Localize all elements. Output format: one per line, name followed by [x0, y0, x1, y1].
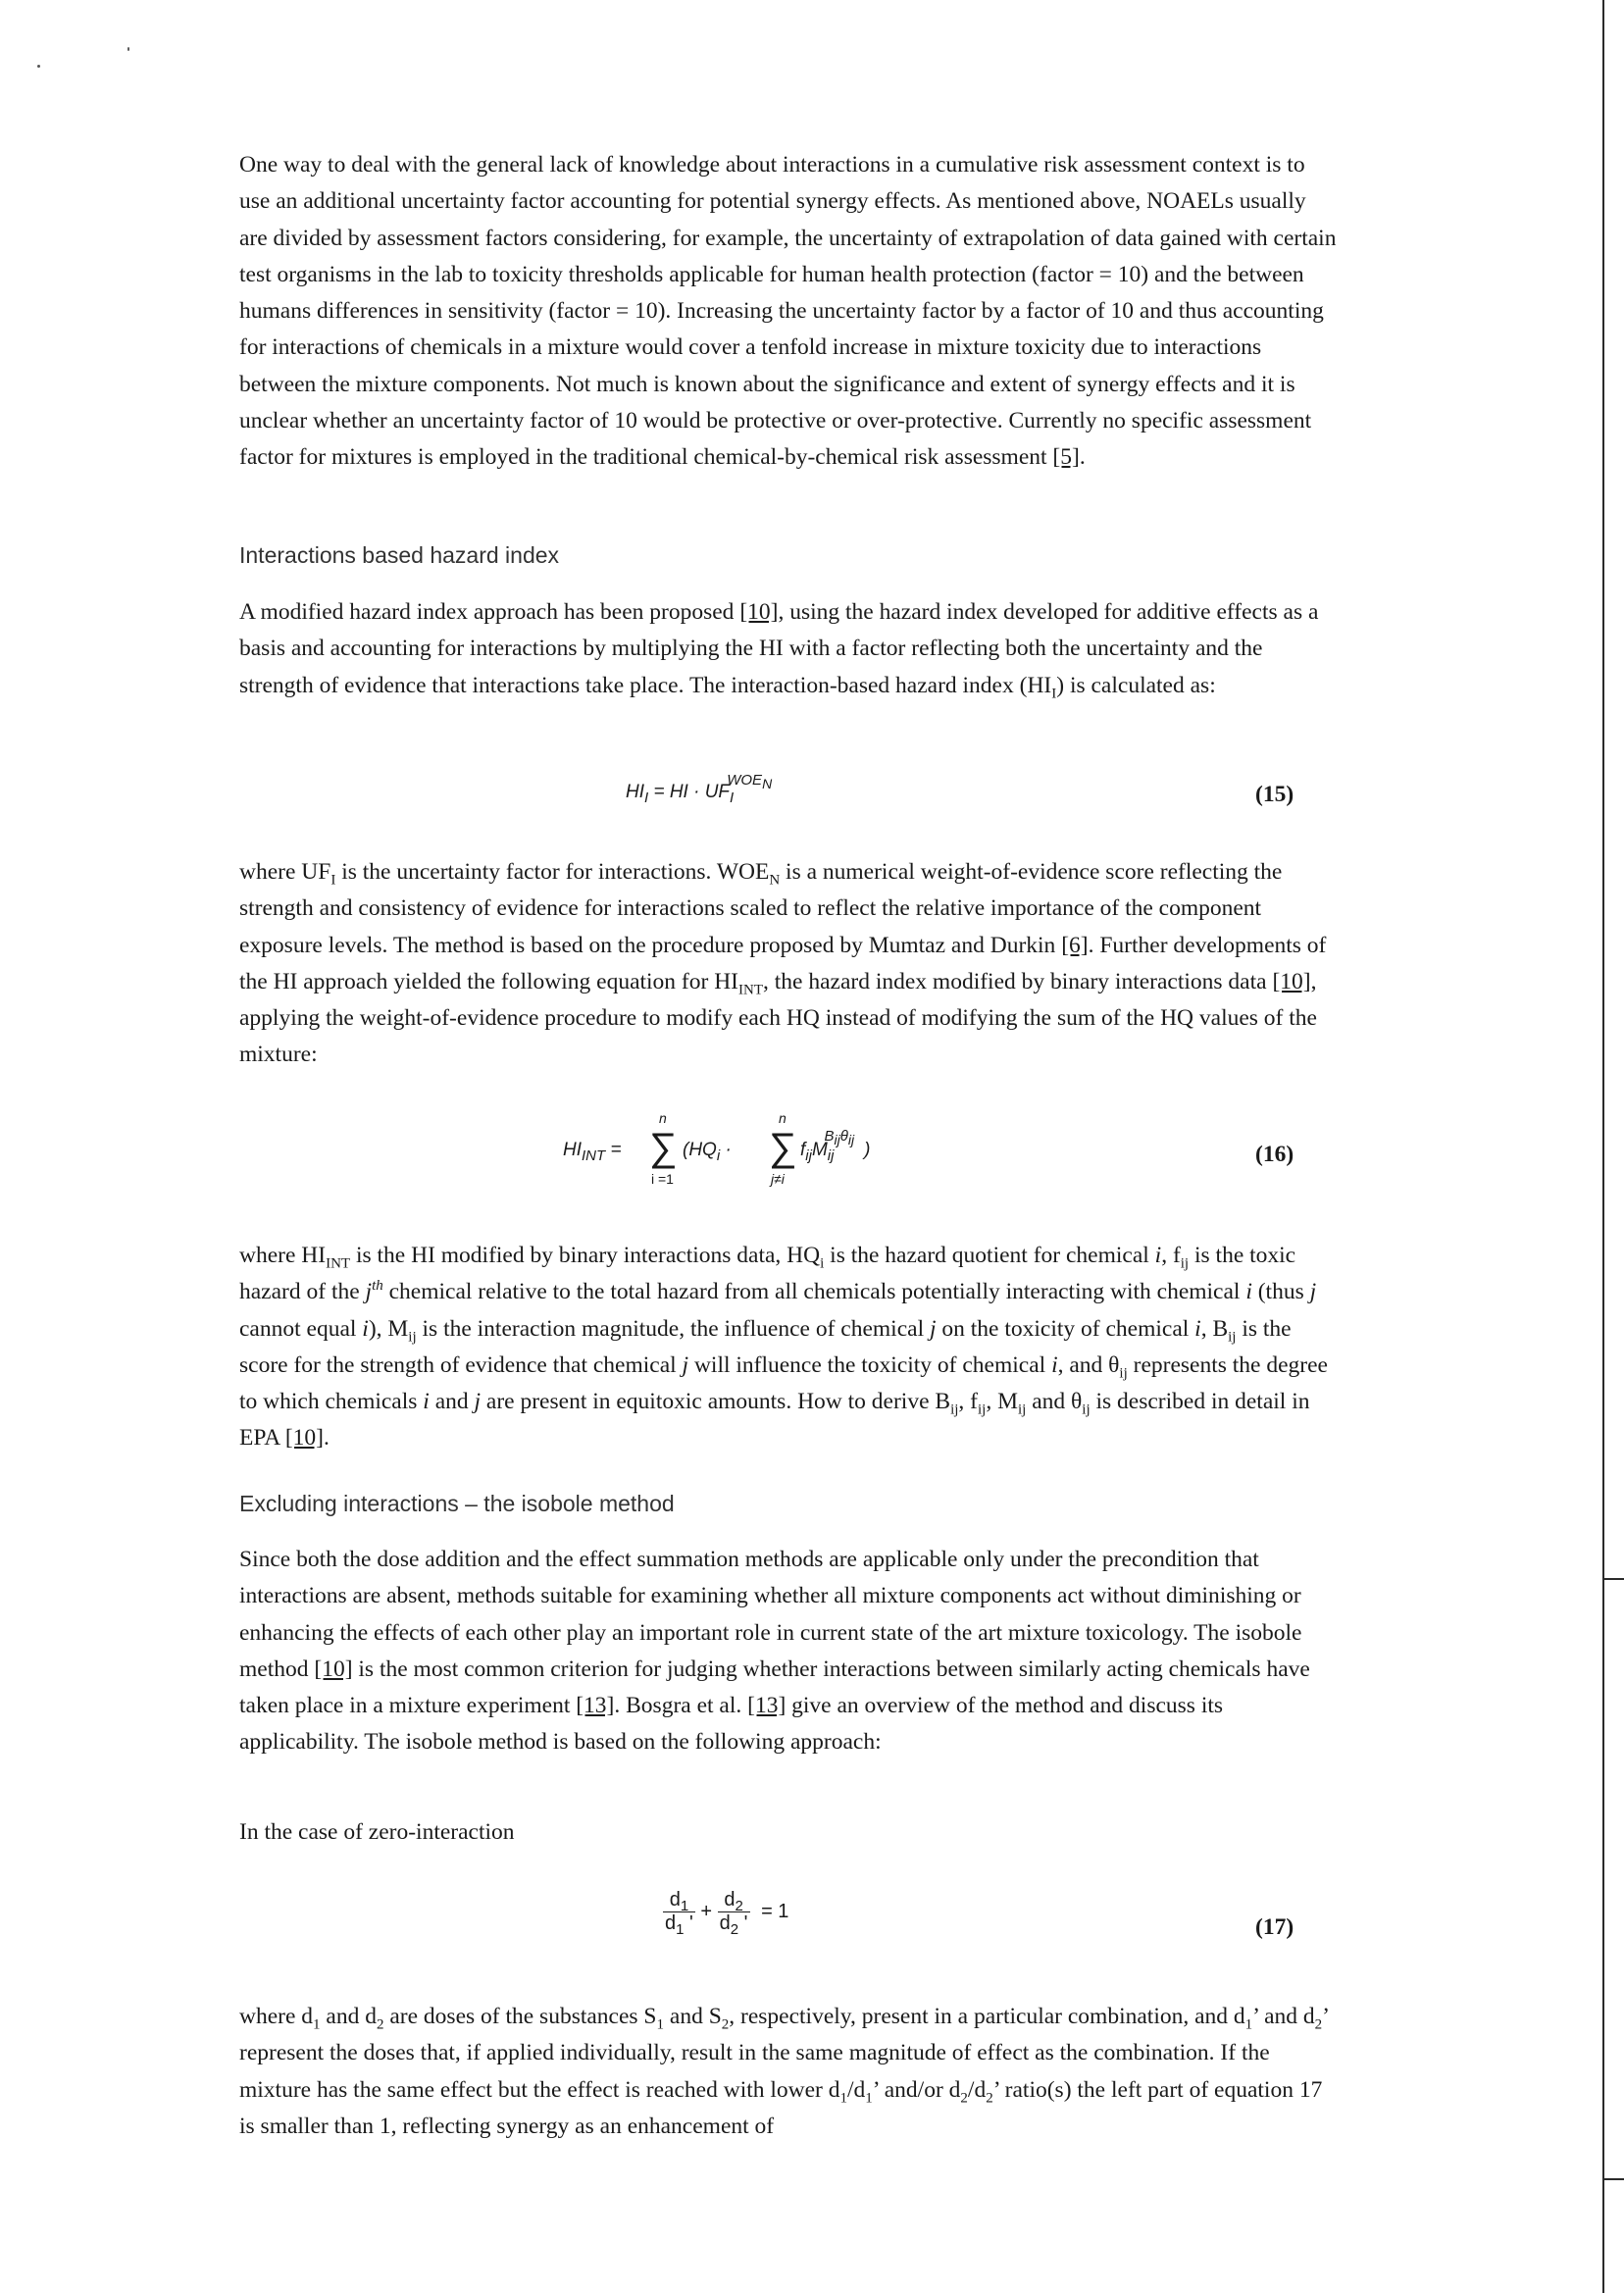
- eq-middle: [683, 1140, 737, 1164]
- paragraph-text: ’ represent the doses that, if applied individually, result in the same magnitude of effect as the combination. If the mixture has the same effect but the effect is reached with lower d: [239, 2004, 1329, 2103]
- equation-15: [626, 771, 779, 806]
- page-edge-tick: [1604, 1578, 1624, 1580]
- eq-subscript: ij: [834, 1131, 840, 1147]
- subscript: ij: [1018, 1401, 1027, 1418]
- eq-superscript: [727, 772, 772, 789]
- page-edge-rule: [1602, 0, 1604, 2293]
- paragraph-text: is the hazard quotient for chemical: [824, 1243, 1155, 1268]
- paragraph-uncertainty-factor: [239, 147, 1338, 477]
- eq-term: f: [800, 1140, 806, 1160]
- equation-number-16: (16): [1255, 1142, 1294, 1167]
- equation-17: [663, 1889, 789, 1938]
- paragraph-text: is a numerical weight-of-evidence score reflecting the strength and consistency of evidence for interactions scaled to reflect the relative importance of the component exposure levels. The method is based on the procedure proposed by Mumtaz and Durkin: [239, 859, 1283, 958]
- paragraph-text: ’ and/or d: [872, 2076, 961, 2103]
- paragraph-dose-definitions: [239, 1999, 1338, 2145]
- italic-var: j: [682, 1351, 689, 1378]
- paragraph-text: is described in detail in EPA: [239, 1389, 1310, 1452]
- subscript: 1: [865, 2090, 873, 2107]
- citation-link[interactable]: [10]: [284, 1425, 324, 1452]
- eq-subscript: I: [730, 789, 735, 806]
- eq-operator: =: [648, 782, 670, 802]
- paragraph-modified-hazard-index: [239, 594, 1338, 704]
- paragraph-text: .: [1079, 444, 1086, 471]
- subscript: ij: [1228, 1329, 1237, 1346]
- italic-var: j: [929, 1315, 937, 1342]
- superscript: th: [372, 1278, 383, 1295]
- subscript: 1: [656, 2016, 665, 2033]
- citation-link[interactable]: [6]: [1061, 932, 1089, 958]
- sum-limit-bottom: j≠i: [771, 1171, 785, 1187]
- subscript: INT: [738, 982, 764, 998]
- paragraph-text: where d: [239, 2004, 314, 2029]
- equation-number-17: (17): [1255, 1914, 1294, 1940]
- paragraph-text: , f: [958, 1389, 978, 1415]
- subscript: INT: [326, 1255, 351, 1272]
- sigma-symbol: ∑: [769, 1126, 797, 1169]
- fraction-denominator: [663, 1912, 695, 1938]
- citation-link[interactable]: [13]: [576, 1693, 615, 1719]
- subscript: ij: [408, 1329, 417, 1346]
- eq-operator: = 1: [761, 1901, 789, 1922]
- eq-subscript: I: [644, 789, 649, 806]
- subscript: ij: [1119, 1365, 1128, 1382]
- fraction-numerator: [718, 1889, 750, 1912]
- paragraph-text: is the most common criterion for judging whether interactions between similarly acting chemicals have taken place in a mixture experiment: [239, 1656, 1310, 1719]
- paragraph-text: One way to deal with the general lack of knowledge about interactions in a cumulative risk assessment context is to use an additional uncertainty factor accounting for potential synergy effects. As mentioned above, NOAELs usually are divided by assessment factors considering, for example, the uncertainty of extrapolation of data gained with certain test organisms in the lab to toxicity thresholds applicable for human health protection (factor = 10) and the between humans differences in sensitivity (factor = 10). Increasing the uncertainty factor by a factor of 10 and thus accounting for interactions of chemicals in a mixture would cover a tenfold increase in mixture toxicity due to interactions between the mixture components. Not much is known about the significance and extent of synergy effects and it is unclear whether an uncertainty factor of 10 would be protective or over-protective. Currently no specific assessment factor for mixtures is employed in the traditional chemical-by-chemical risk assessment: [239, 152, 1337, 471]
- paragraph-isobole-intro: [239, 1542, 1338, 1761]
- eq-term: M: [811, 1140, 828, 1160]
- eq-term: ': [738, 1912, 748, 1934]
- subscript: ij: [950, 1401, 959, 1418]
- paragraph-text: is the interaction magnitude, the influence of chemical: [416, 1315, 930, 1342]
- paragraph-text: are doses of the substances S: [383, 2004, 657, 2029]
- paragraph-text: .: [323, 1425, 330, 1452]
- paragraph-text: is the score for the strength of evidence that chemical: [239, 1315, 1292, 1378]
- eq-subscript: ij: [805, 1146, 812, 1164]
- paragraph-text: ) is calculated as:: [1056, 672, 1216, 698]
- paragraph-text: is the uncertainty factor for interactions. WOE: [335, 859, 770, 885]
- eq-subscript: 2: [730, 1921, 739, 1938]
- paragraph-text: Since both the dose addition and the effect summation methods are applicable only under the precondition that interactions are absent, methods suitable for examining whether all mixture components act without diminishing or enhancing the effects of each other play an important role in current state of the art mixture toxicology. The isobole method: [239, 1547, 1302, 1682]
- paragraph-text: ’ ratio(s) the left part of equation 17 is smaller than 1, reflecting synergy as an enhancement of: [239, 2076, 1323, 2139]
- citation-link[interactable]: [10]: [314, 1656, 353, 1682]
- paragraph-text: , the hazard index modified by binary interactions data: [763, 968, 1267, 994]
- eq-subscript: INT: [582, 1146, 606, 1164]
- paragraph-zero-interaction: In the case of zero-interaction: [239, 1819, 515, 1845]
- paragraph-text: cannot equal: [239, 1315, 363, 1342]
- paragraph-text: . Bosgra et al.: [614, 1693, 742, 1719]
- subscript: I: [1051, 686, 1057, 702]
- subscript: ij: [1180, 1255, 1190, 1272]
- italic-var: j: [1309, 1279, 1317, 1305]
- italic-var: j: [474, 1389, 482, 1415]
- scan-speck: [37, 65, 40, 68]
- paragraph-uf-woe: [239, 854, 1338, 1074]
- eq-superscript: [824, 1128, 854, 1145]
- eq-lhs: [563, 1140, 627, 1164]
- section-heading-interactions-hazard-index: Interactions based hazard index: [239, 542, 560, 568]
- paragraph-text: A modified hazard index approach has been proposed: [239, 599, 735, 625]
- eq-term: d: [669, 1889, 681, 1911]
- eq-superscript-text: WOE: [727, 771, 763, 789]
- subscript: 2: [1314, 2016, 1323, 2033]
- italic-var: i: [362, 1315, 369, 1342]
- paragraph-text: and S: [664, 2004, 722, 2029]
- subscript: N: [769, 872, 781, 889]
- paragraph-text: will influence the toxicity of chemical: [688, 1351, 1052, 1378]
- paragraph-text: /d: [847, 2076, 866, 2103]
- sigma-symbol: ∑: [649, 1126, 678, 1169]
- subscript: ij: [978, 1401, 987, 1418]
- eq-operator: =: [605, 1140, 627, 1160]
- citation-link[interactable]: [13]: [747, 1693, 787, 1719]
- subscript: 2: [376, 2016, 384, 2033]
- subscript: 1: [1244, 2016, 1253, 2033]
- paragraph-text: and: [429, 1389, 475, 1415]
- paragraph-text: (thus: [1251, 1279, 1310, 1305]
- eq-term: d: [719, 1912, 731, 1934]
- eq-term: ': [684, 1912, 693, 1934]
- subscript: ij: [1082, 1401, 1091, 1418]
- paragraph-hi-int-definitions: [239, 1238, 1338, 1457]
- citation-link[interactable]: [10]: [1272, 968, 1311, 994]
- paragraph-text: , using the hazard index developed for additive effects as a basis and accounting for interactions by multiplying the HI with a factor reflecting both the uncertainty and the strength of evidence that interactions take place. The interaction-based hazard index (HI: [239, 599, 1319, 698]
- paragraph-text: , M: [986, 1389, 1018, 1415]
- eq-term: d: [724, 1889, 736, 1911]
- paragraph-text: . Further developments of the HI approach yielded the following equation for HI: [239, 932, 1327, 994]
- paragraph-text: chemical relative to the total hazard from all chemicals potentially interacting with chemical: [382, 1279, 1246, 1305]
- fraction-d1: [663, 1889, 695, 1938]
- paragraph-text: where HI: [239, 1243, 327, 1268]
- paragraph-text: and θ: [1026, 1389, 1083, 1415]
- paragraph-text: is the toxic hazard of the: [239, 1243, 1296, 1305]
- paragraph-text: , respectively, present in a particular combination, and d: [729, 2004, 1245, 2029]
- sum-limit-bottom: i =1: [651, 1171, 674, 1187]
- fraction-denominator: [718, 1912, 750, 1938]
- section-heading-isobole-method: Excluding interactions – the isobole method: [239, 1491, 675, 1516]
- eq-superscript-text: B: [824, 1127, 835, 1145]
- page-edge-tick: [1604, 2178, 1624, 2180]
- sum-limit-top: n: [779, 1110, 787, 1126]
- subscript: 2: [721, 2016, 730, 2033]
- citation-link[interactable]: [10]: [739, 599, 779, 625]
- italic-var: i: [1051, 1351, 1058, 1378]
- paragraph-text: on the toxicity of chemical: [936, 1315, 1195, 1342]
- citation-link[interactable]: [5]: [1052, 444, 1080, 471]
- eq-term: HI: [563, 1140, 582, 1160]
- paragraph-text: , and θ: [1057, 1351, 1120, 1378]
- subscript: 1: [839, 2090, 848, 2107]
- eq-term: d: [665, 1912, 677, 1934]
- subscript: 2: [960, 2090, 968, 2107]
- eq-subscript: N: [762, 775, 773, 791]
- eq-subscript: ij: [827, 1146, 835, 1164]
- sum-limit-top: n: [659, 1110, 667, 1126]
- eq-operator: ·: [720, 1140, 737, 1160]
- paragraph-text: , applying the weight-of-evidence procedure to modify each HQ instead of modifying the sum of the HQ values of the mixture:: [239, 968, 1317, 1068]
- italic-var: i: [1154, 1243, 1162, 1268]
- italic-var: i: [1194, 1315, 1201, 1342]
- paragraph-text: , f: [1161, 1243, 1181, 1268]
- fraction-numerator: [663, 1889, 695, 1912]
- subscript: 2: [986, 2090, 993, 2107]
- subscript: 1: [313, 2016, 321, 2033]
- italic-var: j: [365, 1279, 373, 1305]
- eq-term: (HQ: [683, 1140, 717, 1160]
- scan-speck: [127, 47, 129, 51]
- paragraph-text: are present in equitoxic amounts. How to derive B: [481, 1389, 951, 1415]
- eq-operator: +: [700, 1901, 713, 1922]
- eq-subscript: i: [716, 1146, 721, 1164]
- eq-right: [800, 1127, 871, 1164]
- paragraph-text: /d: [967, 2076, 987, 2103]
- paragraph-text: and d: [320, 2004, 377, 2029]
- subscript: I: [330, 872, 336, 889]
- eq-subscript: 2: [735, 1898, 743, 1914]
- fraction-d2: [718, 1889, 750, 1938]
- paragraph-text: ’ and d: [1252, 2004, 1315, 2029]
- eq-subscript: ij: [847, 1131, 855, 1147]
- eq-superscript-text: θ: [839, 1127, 848, 1145]
- eq-term: HI: [626, 782, 644, 802]
- paragraph-text: represents the degree to which chemicals: [239, 1351, 1328, 1415]
- paragraph-text: is the HI modified by binary interactions data, HQ: [350, 1243, 821, 1268]
- paragraph-text: where UF: [239, 859, 331, 885]
- paragraph-text: , B: [1200, 1315, 1229, 1342]
- italic-var: i: [423, 1389, 430, 1415]
- paragraph-text: ), M: [368, 1315, 409, 1342]
- paragraph-text: give an overview of the method and discuss its applicability. The isobole method is based on the following approach:: [239, 1693, 1224, 1756]
- eq-subscript: 1: [676, 1921, 685, 1938]
- equation-number-15: (15): [1255, 782, 1294, 807]
- eq-term: ): [864, 1140, 871, 1160]
- subscript: i: [820, 1255, 825, 1272]
- italic-var: i: [1245, 1279, 1252, 1305]
- eq-term: HI · UF: [669, 782, 731, 802]
- eq-subscript: 1: [680, 1898, 689, 1914]
